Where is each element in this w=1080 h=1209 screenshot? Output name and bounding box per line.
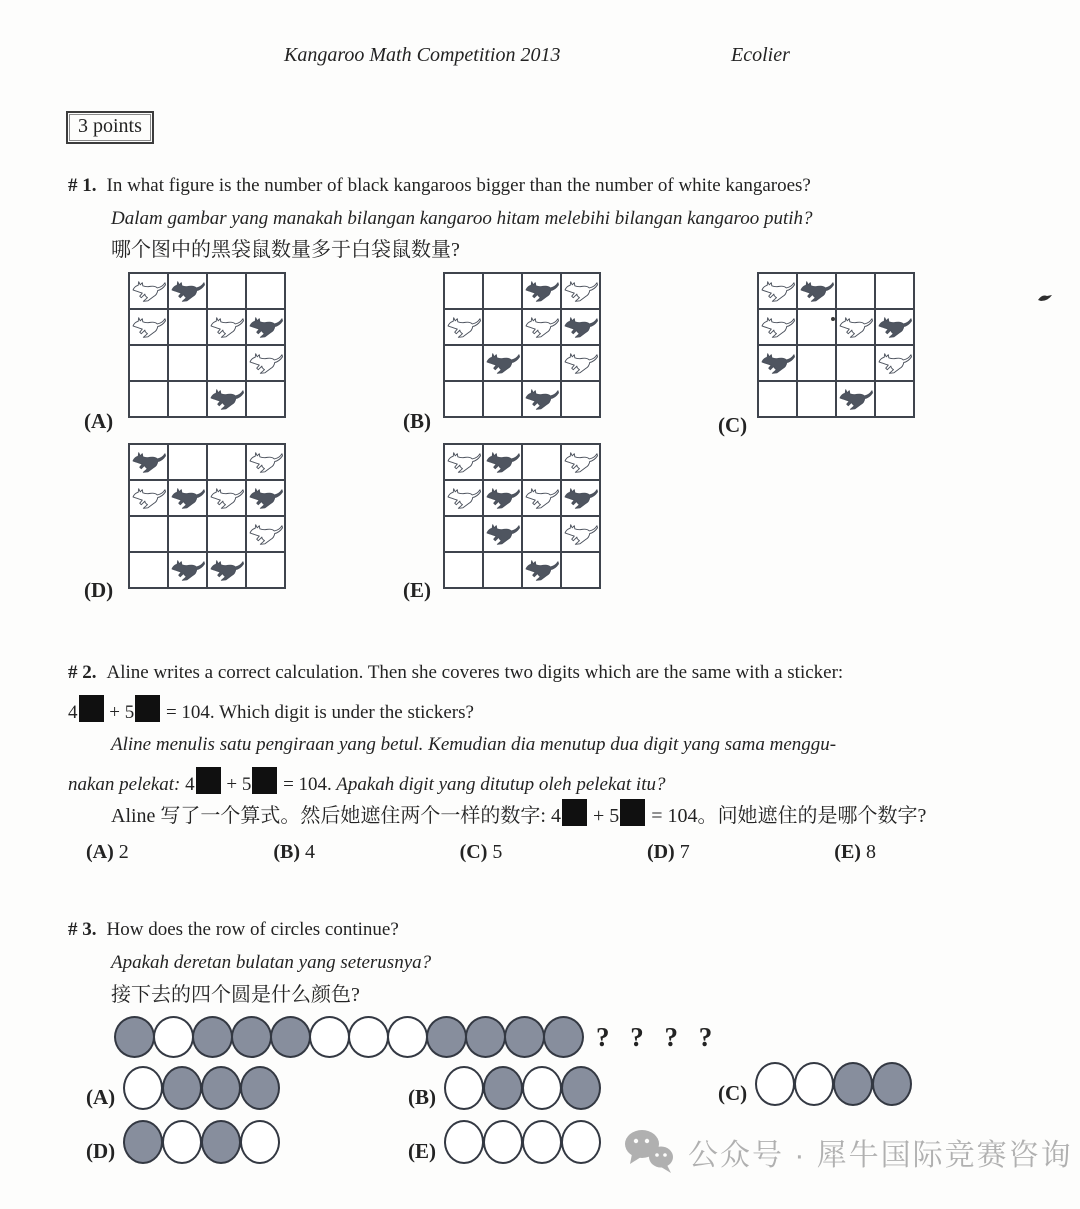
gray-circle (192, 1016, 233, 1058)
q1-number: # 1. (68, 175, 97, 196)
grid-cell (561, 309, 600, 345)
white-kangaroo-icon (447, 315, 481, 339)
black-kangaroo-icon (171, 486, 205, 510)
gray-circle (543, 1016, 584, 1058)
white-circle (162, 1120, 202, 1164)
grid-cell (129, 309, 168, 345)
q3-option-B: (B) (408, 1066, 601, 1110)
grid-cell (522, 552, 561, 588)
white-kangaroo-icon (210, 486, 244, 510)
black-kangaroo-icon (249, 486, 283, 510)
grid-cell (207, 516, 246, 552)
grid-cell (207, 273, 246, 309)
grid-cell (875, 345, 914, 381)
figure-grid-D (128, 443, 286, 589)
level-label: Ecolier (731, 44, 790, 66)
grid-cell (207, 552, 246, 588)
grid-cell (797, 309, 836, 345)
q2-text-ms1: Aline menulis satu pengiraan yang betul. Kemudian dia menutup dua digit yang sama menggu- (111, 734, 837, 755)
grid-cell (246, 309, 285, 345)
grid-cell (168, 480, 207, 516)
white-circle (348, 1016, 389, 1058)
white-kangaroo-icon (878, 351, 912, 375)
grid-cell (246, 444, 285, 480)
grid-cell (836, 273, 875, 309)
white-circle (123, 1066, 163, 1110)
grid-cell (483, 516, 522, 552)
q3-option-D: (D) (86, 1120, 280, 1164)
white-kangaroo-icon (761, 315, 795, 339)
q2-text-zh: Aline 写了一个算式。然后她遮住两个一样的数字: 4 + 5 = 104。问她遮住的是哪个数字? (111, 799, 926, 828)
white-kangaroo-icon (761, 279, 795, 303)
white-kangaroo-icon (525, 486, 559, 510)
points-box (66, 111, 154, 144)
wechat-icon (620, 1126, 678, 1178)
grid-cell (758, 381, 797, 417)
grid-cell (168, 309, 207, 345)
white-circle (561, 1120, 601, 1164)
q2-options (86, 841, 876, 864)
figure-grid-E (443, 443, 601, 589)
circle-sequence-circles (114, 1016, 584, 1058)
sticker-black-square (562, 799, 587, 826)
grid-cell (246, 381, 285, 417)
grid-cell (836, 345, 875, 381)
q2-option-E: (E) 8 (834, 841, 876, 863)
white-circle (240, 1120, 280, 1164)
figure-label-B: (B) (403, 409, 431, 433)
black-kangaroo-icon (486, 450, 520, 474)
page-title: Kangaroo Math Competition 2013 (284, 44, 561, 66)
grid-cell (875, 381, 914, 417)
q2-option-C: (C) 5 (459, 841, 503, 863)
grid-cell (129, 552, 168, 588)
black-kangaroo-icon (878, 315, 912, 339)
black-kangaroo-icon (525, 558, 559, 582)
q1-text-zh: 哪个图中的黑袋鼠数量多于白袋鼠数量? (111, 239, 460, 261)
watermark-text: 公众号 · 犀牛国际竞赛咨询 (688, 1139, 1073, 1172)
grid-cell (207, 345, 246, 381)
black-kangaroo-icon (564, 315, 598, 339)
grid-cell (168, 273, 207, 309)
gray-circle (123, 1120, 163, 1164)
grid-cell (522, 444, 561, 480)
white-circle (522, 1066, 562, 1110)
grid-cell (207, 381, 246, 417)
question-marks: ? ? ? ? (596, 1021, 720, 1052)
figure-grid-C (757, 272, 915, 418)
grid-cell (168, 345, 207, 381)
white-kangaroo-icon (132, 486, 166, 510)
grid-cell (246, 552, 285, 588)
grid-cell (875, 309, 914, 345)
grid-cell (797, 381, 836, 417)
q2-text-ms2: nakan pelekat: 4 + 5 = 104. Apakah digit yang ditutup oleh pelekat itu? (68, 767, 666, 797)
figure-label-C: (C) (718, 413, 748, 437)
grid-cell (561, 273, 600, 309)
white-kangaroo-icon (564, 279, 598, 303)
grid-cell (129, 516, 168, 552)
white-circle (483, 1120, 523, 1164)
q2-option-A: (A) 2 (86, 841, 129, 863)
q3-option-C: (C) (718, 1062, 912, 1106)
black-kangaroo-icon (486, 522, 520, 546)
grid-cell (561, 516, 600, 552)
grid-cell (444, 309, 483, 345)
grid-cell (561, 480, 600, 516)
grid-cell (168, 516, 207, 552)
q2-option-B: (B) 4 (273, 841, 316, 863)
grid-cell (836, 381, 875, 417)
q3-text-en: # 3. How does the row of circles continue? (68, 919, 399, 940)
grid-cell (483, 345, 522, 381)
white-kangaroo-icon (525, 315, 559, 339)
grid-cell (129, 444, 168, 480)
grid-cell (797, 345, 836, 381)
white-kangaroo-icon (564, 450, 598, 474)
white-kangaroo-icon (132, 315, 166, 339)
q3-option-A: (A) (86, 1066, 280, 1110)
sticker-black-square (79, 695, 104, 722)
white-kangaroo-icon (249, 450, 283, 474)
grid-cell (207, 480, 246, 516)
white-circle (444, 1066, 484, 1110)
white-kangaroo-icon (249, 351, 283, 375)
gray-circle (833, 1062, 873, 1106)
grid-cell (129, 273, 168, 309)
q2-text-en1: # 2. Aline writes a correct calculation. Then she coveres two digits which are the same with a sticker: (68, 662, 844, 683)
grid-cell (168, 381, 207, 417)
grid-cell (129, 480, 168, 516)
figure-label-E: (E) (403, 578, 431, 602)
q1-text-en: # 1. In what figure is the number of black kangaroos bigger than the number of white kangaroes? (68, 175, 811, 196)
figure-label-A: (A) (84, 409, 114, 433)
grid-cell (246, 480, 285, 516)
grid-cell (483, 552, 522, 588)
black-kangaroo-icon (839, 387, 873, 411)
grid-cell (875, 273, 914, 309)
white-kangaroo-icon (447, 486, 481, 510)
white-circle (309, 1016, 350, 1058)
black-kangaroo-icon (800, 279, 834, 303)
q2-equation-en: 4 + 5 = 104. Which digit is under the stickers? (68, 695, 474, 725)
grid-cell (483, 381, 522, 417)
sticker-black-square (620, 799, 645, 826)
black-kangaroo-icon (171, 279, 205, 303)
gray-circle (240, 1066, 280, 1110)
figure-label-D: (D) (84, 578, 114, 602)
grid-cell (522, 381, 561, 417)
grid-cell (246, 345, 285, 381)
white-kangaroo-icon (839, 315, 873, 339)
grid-cell (246, 516, 285, 552)
grid-cell (207, 444, 246, 480)
white-circle (153, 1016, 194, 1058)
gray-circle (162, 1066, 202, 1110)
watermark (620, 1126, 1073, 1178)
white-kangaroo-icon (249, 522, 283, 546)
grid-cell (168, 444, 207, 480)
q2-option-D: (D) 7 (646, 841, 690, 863)
grid-cell (561, 345, 600, 381)
grid-cell (444, 444, 483, 480)
grid-cell (483, 309, 522, 345)
grid-cell (444, 516, 483, 552)
grid-cell (207, 309, 246, 345)
gray-circle (561, 1066, 601, 1110)
grid-cell (444, 273, 483, 309)
grid-cell (561, 444, 600, 480)
q1-text-ms: Dalam gambar yang manakah bilangan kangaroo hitam melebihi bilangan kangaroo putih? (111, 208, 813, 229)
white-circle (522, 1120, 562, 1164)
grid-cell (522, 273, 561, 309)
figure-grid-B (443, 272, 601, 418)
white-kangaroo-icon (210, 315, 244, 339)
sticker-black-square (252, 767, 277, 794)
grid-cell (168, 552, 207, 588)
grid-cell (444, 552, 483, 588)
scan-artifact (831, 317, 835, 321)
white-kangaroo-icon (564, 351, 598, 375)
white-kangaroo-icon (564, 522, 598, 546)
grid-cell (129, 345, 168, 381)
q3-option-E: (E) (408, 1120, 601, 1164)
black-kangaroo-icon (486, 486, 520, 510)
gray-circle (270, 1016, 311, 1058)
grid-cell (483, 444, 522, 480)
grid-cell (758, 345, 797, 381)
q3-number: # 3. (68, 919, 97, 940)
points-box-label: 3 points (66, 111, 154, 144)
gray-circle (483, 1066, 523, 1110)
black-kangaroo-icon (132, 450, 166, 474)
grid-cell (483, 273, 522, 309)
sticker-black-square (196, 767, 221, 794)
grid-cell (522, 309, 561, 345)
gray-circle (465, 1016, 506, 1058)
grid-cell (522, 345, 561, 381)
black-kangaroo-icon (210, 558, 244, 582)
white-kangaroo-icon (132, 279, 166, 303)
grid-cell (444, 480, 483, 516)
black-kangaroo-icon (486, 351, 520, 375)
grid-cell (758, 309, 797, 345)
gray-circle (114, 1016, 155, 1058)
black-kangaroo-icon (210, 387, 244, 411)
grid-cell (522, 516, 561, 552)
sticker-black-square (135, 695, 160, 722)
white-circle (755, 1062, 795, 1106)
grid-cell (836, 309, 875, 345)
gray-circle (426, 1016, 467, 1058)
grid-cell (797, 273, 836, 309)
grid-cell (246, 273, 285, 309)
black-kangaroo-icon (564, 486, 598, 510)
white-circle (444, 1120, 484, 1164)
black-kangaroo-icon (525, 279, 559, 303)
q3-text-zh: 接下去的四个圆是什么颜色? (111, 984, 360, 1006)
white-circle (794, 1062, 834, 1106)
grid-cell (444, 345, 483, 381)
grid-cell (129, 381, 168, 417)
gray-circle (231, 1016, 272, 1058)
figure-grid-A (128, 272, 286, 418)
grid-cell (444, 381, 483, 417)
gray-circle (201, 1066, 241, 1110)
gray-circle (201, 1120, 241, 1164)
black-kangaroo-icon (761, 351, 795, 375)
black-kangaroo-icon (249, 315, 283, 339)
scan-artifact (1036, 292, 1056, 304)
black-kangaroo-icon (171, 558, 205, 582)
grid-cell (561, 381, 600, 417)
grid-cell (522, 480, 561, 516)
grid-cell (758, 273, 797, 309)
gray-circle (504, 1016, 545, 1058)
white-circle (387, 1016, 428, 1058)
grid-cell (483, 480, 522, 516)
q2-number: # 2. (68, 662, 97, 683)
grid-cell (561, 552, 600, 588)
circle-sequence (114, 1016, 719, 1058)
black-kangaroo-icon (525, 387, 559, 411)
q3-text-ms: Apakah deretan bulatan yang seterusnya? (111, 952, 432, 973)
white-kangaroo-icon (447, 450, 481, 474)
gray-circle (872, 1062, 912, 1106)
